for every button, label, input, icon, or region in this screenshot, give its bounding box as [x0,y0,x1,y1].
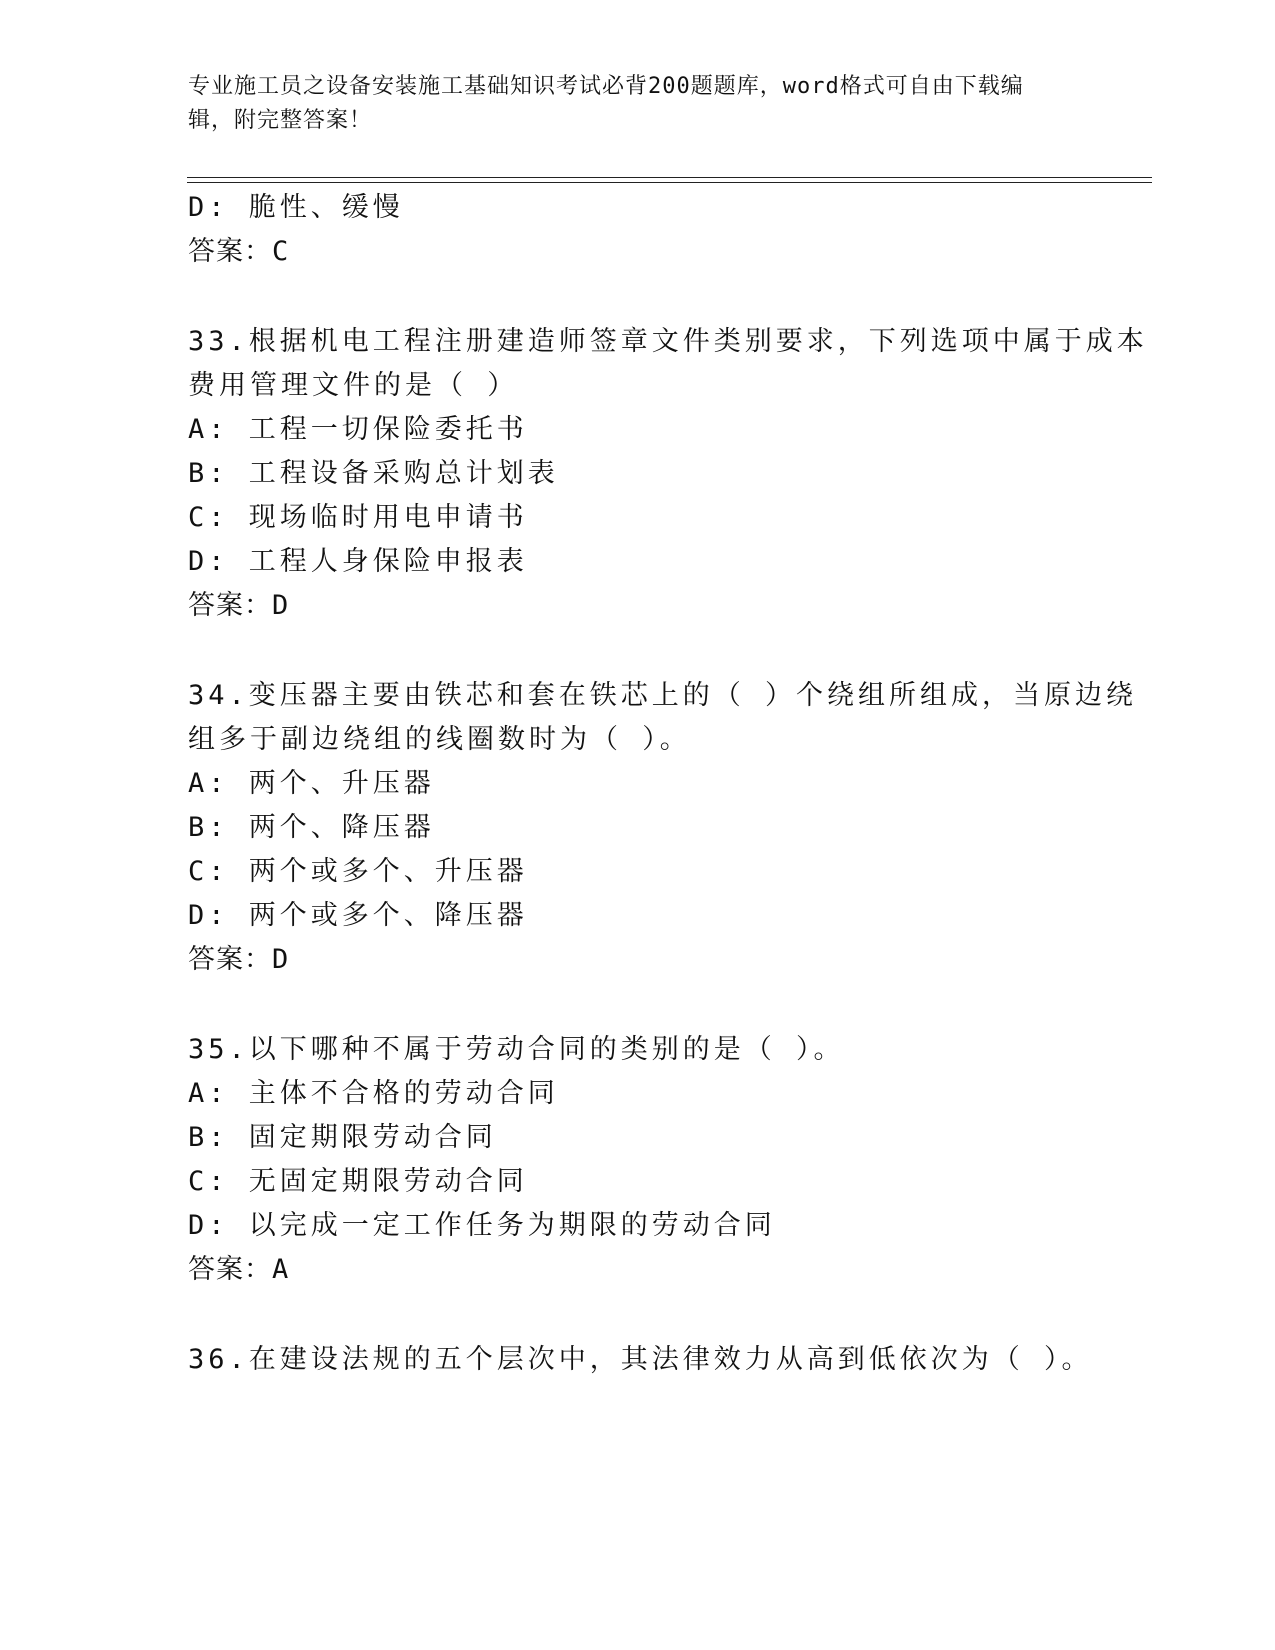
q34-option-d: D: 两个或多个、降压器 [188,900,528,931]
q33-option-d: D: 工程人身保险申报表 [188,546,528,577]
q35-answer: 答案：A [188,1254,290,1285]
document-header: 专业施工员之设备安装施工基础知识考试必背200题题库，word格式可自由下载编辑，附完整答案！ [188,74,1024,133]
prev-option-d: D: 脆性、缓慢 [188,192,404,223]
q34-answer: 答案：D [188,944,290,975]
q33-option-c: C: 现场临时用电申请书 [188,502,528,533]
header-rule-bottom [187,182,1152,183]
q33-option-a: A: 工程一切保险委托书 [188,414,528,445]
q34-stem-line2: 组多于副边绕组的线圈数时为（ ）。 [188,724,691,755]
q34-option-b: B: 两个、降压器 [188,812,435,843]
q34-stem-line1: 34.变压器主要由铁芯和套在铁芯上的（ ）个绕组所组成，当原边绕 [188,680,1138,711]
q35-stem: 35.以下哪种不属于劳动合同的类别的是（ ）。 [188,1034,845,1065]
q33-answer: 答案：D [188,590,290,621]
q34-option-c: C: 两个或多个、升压器 [188,856,528,887]
q35-option-d: D: 以完成一定工作任务为期限的劳动合同 [188,1210,776,1241]
q35-option-a: A: 主体不合格的劳动合同 [188,1078,559,1109]
q35-option-b: B: 固定期限劳动合同 [188,1122,497,1153]
q33-stem-line1: 33.根据机电工程注册建造师签章文件类别要求，下列选项中属于成本 [188,326,1148,357]
q35-option-c: C: 无固定期限劳动合同 [188,1166,528,1197]
q33-stem-line2: 费用管理文件的是（ ） [188,370,519,401]
q33-option-b: B: 工程设备采购总计划表 [188,458,559,489]
header-rule-top [187,177,1152,178]
q36-stem: 36.在建设法规的五个层次中，其法律效力从高到低依次为（ ）。 [188,1344,1093,1375]
prev-answer: 答案：C [188,236,290,267]
q34-option-a: A: 两个、升压器 [188,768,435,799]
